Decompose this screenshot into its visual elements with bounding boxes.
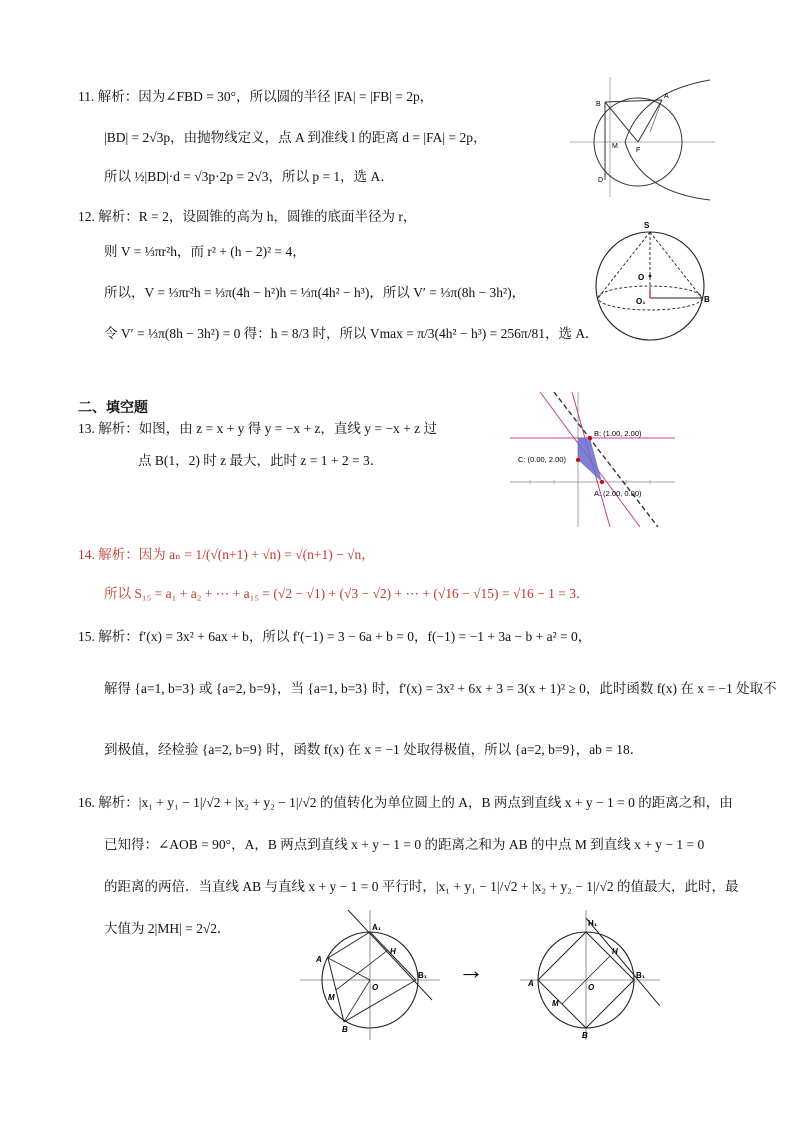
q16-arrow: →	[458, 956, 484, 985]
q13-label-A: A: (2.00, 0.00)	[594, 489, 642, 498]
q16-fig1-label-A1: A₁	[372, 923, 382, 932]
q13-linear-programming-figure	[510, 392, 675, 527]
q16-line2: 已知得：∠AOB = 90°，A，B 两点到直线 x + y − 1 = 0 的距离之和为 AB 的中点 M 到直线 x + y − 1 = 0	[104, 837, 705, 852]
q15-line1: 15. 解析：f′(x) = 3x² + 6ax + b，所以 f′(−1) = 3 − 6a + b = 0，f(−1) = −1 + 3a − b + a² = 0，	[78, 629, 592, 644]
q16-fig1-label-M: M	[328, 993, 335, 1002]
q12-label-O1: O₁	[636, 297, 646, 306]
q16-fig1-label-O: O	[372, 983, 379, 992]
q15-line2: 解得 {a=1, b=3} 或 {a=2, b=9}，当 {a=1, b=3} 时，f′(x) = 3x² + 6x + 3 = 3(x + 1)² ≥ 0，此时函数 f(x) 在 x = −1 处取不	[104, 681, 777, 696]
q16-line3: 的距离的两倍．当直线 AB 与直线 x + y − 1 = 0 平行时，|x₁ + y₁ − 1|/√2 + |x₂ + y₂ − 1|/√2 的值最大，此时，最	[104, 879, 739, 894]
q12-line1: 12. 解析：R = 2，设圆锥的高为 h，圆锥的底面半径为 r，	[78, 209, 417, 224]
q16-fig1-label-A: A	[316, 955, 322, 964]
q15-line3: 到极值，经检验 {a=2, b=9} 时，函数 f(x) 在 x = −1 处取得极值，所以 {a=2, b=9}，ab = 18．	[104, 742, 644, 757]
q11-label-F: F	[636, 147, 641, 154]
q16-figure-right	[520, 910, 660, 1040]
q12-label-O: O	[638, 273, 645, 282]
q16-fig2-label-B: B	[582, 1031, 588, 1040]
q16-fig2-label-M: M	[552, 999, 559, 1008]
q11-parabola-figure	[570, 72, 720, 202]
q14-line1: 14. 解析：因为 aₙ = 1/(√(n+1) + √n) = √(n+1) − √n，	[78, 547, 375, 562]
q13-label-C: C: (0.00, 2.00)	[518, 455, 566, 464]
q12-line2: 则 V = ⅓πr²h，而 r² + (h − 2)² = 4，	[104, 244, 306, 259]
q11-line2: |BD| = 2√3p，由抛物线定义，点 A 到准线 l 的距离 d = |FA| = 2p，	[104, 130, 487, 145]
q11-line1: 11. 解析：因为∠FBD = 30°，所以圆的半径 |FA| = |FB| = 2p，	[78, 89, 434, 104]
q16-fig2-label-H: H	[612, 947, 618, 956]
q16-fig2-label-A: A	[528, 979, 534, 988]
q16-fig2-label-H1: H₁	[588, 919, 598, 928]
section-title-fill-in: 二、填空题	[78, 401, 148, 416]
q16-fig1-label-B: B	[342, 1025, 348, 1034]
q12-line3: 所以，V = ⅓πr²h = ⅓π(4h − h²)h = ⅓π(4h² − h³)，所以 V′ = ⅓π(8h − 3h²)，	[104, 285, 526, 300]
q16-fig1-label-B1: B₁	[418, 971, 428, 980]
q14-line2: 所以 S₁₅ = a₁ + a₂ + ⋯ + a₁₅ = (√2 − √1) + (√3 − √2) + ⋯ + (√16 − √15) = √16 − 1 = 3．	[104, 586, 590, 601]
q11-label-B: B	[596, 101, 601, 108]
q16-fig2-label-O: O	[588, 983, 595, 992]
q16-fig1-label-H: H	[390, 947, 396, 956]
q13-line2: 点 B(1，2) 时 z 最大，此时 z = 1 + 2 = 3．	[138, 453, 384, 468]
q12-label-B: B	[704, 295, 710, 304]
q16-line1: 16. 解析：|x₁ + y₁ − 1|/√2 + |x₂ + y₂ − 1|/√2 的值转化为单位圆上的 A，B 两点到直线 x + y − 1 = 0 的距离之和，由	[78, 795, 733, 810]
q11-label-D: D	[598, 177, 604, 184]
q12-label-S: S	[644, 221, 650, 230]
q13-label-B: B: (1.00, 2.00)	[594, 429, 642, 438]
q13-line1: 13. 解析：如图，由 z = x + y 得 y = −x + z，直线 y = −x + z 过	[78, 421, 438, 436]
q12-line4: 令 V′ = ⅓π(8h − 3h²) = 0 得：h = 8/3 时，所以 Vmax = π/3(4h² − h³) = 256π/81，选 A．	[104, 326, 599, 341]
q16-line4: 大值为 2|MH| = 2√2．	[104, 921, 231, 936]
q12-sphere-cone-figure	[588, 216, 718, 346]
q16-figure-left	[300, 910, 440, 1040]
q16-fig2-label-B1: B₁	[636, 971, 646, 980]
q11-line3: 所以 ½|BD|·d = √3p·2p = 2√3，所以 p = 1，选 A．	[104, 169, 394, 184]
q11-label-A: A	[664, 93, 669, 100]
q11-label-M: M	[612, 143, 618, 150]
